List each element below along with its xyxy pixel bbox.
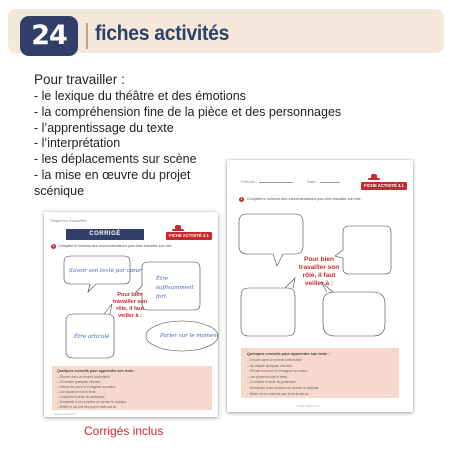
conseil-item: – Lire plusieurs fois le texte. [57,389,97,394]
header-band [8,9,444,53]
handwritten-answer: Parler sur le moment [160,333,220,339]
fiche-activite-badge: FICHE ACTIVITÉ 4.1 [166,232,212,240]
intro-item: - le lexique du théâtre et des émotions [34,89,246,103]
speech-bubble [241,278,295,336]
conseils-box [241,348,399,398]
conseil-item: – Fermer les yeux et s’imaginer sa scène. [57,384,116,389]
sheet-top-label: Séquence d’activités [50,218,87,223]
conseils-title: Quelques conseils pour apprendre son texte : [57,369,136,373]
intro-item: - l’interprétation [34,136,121,151]
date-label: Date : [307,179,318,184]
blank-sheet-preview [227,160,413,412]
conseil-item: – Mettre le ton une fois que le texte est su. [247,391,310,396]
corriges-caption: Corrigés inclus [84,424,164,438]
header-divider [86,23,88,49]
conseil-item: – S’isoler dans un endroit confortable. [57,374,111,379]
conseil-item: – Connaître le texte du partenaire. [247,380,298,385]
page-title: fiches activités [95,22,230,45]
intro-item: - la mise en œuvre du projet [34,167,191,182]
sheet-footer: Fiche activité 4.1 [297,404,320,408]
conseil-item: – Mettre le ton une fois que le texte est su. [57,404,118,409]
step-number: 1 [240,197,243,201]
conseils-title: Quelques conseils pour apprendre son texte : [247,352,330,356]
step-instruction: Complète le schéma des recommandations pour bien travailler son rôle. [58,244,173,248]
intro-item: - la compréhension fine de la pièce et des personnages [34,104,342,119]
speech-bubble [321,282,385,336]
intro-item: - l’apprentissage du texte [34,120,174,135]
step-instruction: Complète le schéma des recommandations pour bien travailler son rôle. [247,197,362,201]
corrige-sheet-preview [44,212,218,417]
conseil-item: – Demander à ses proches de donner la réplique. [57,399,127,404]
corrige-banner: CORRIGÉ [66,229,144,240]
conseil-item: – Connaître le texte du partenaire. [57,394,106,399]
conseils-box [52,366,212,410]
handwritten-answer: Savoir son texte par cœur [69,268,142,274]
name-label: Prénom : [241,179,258,184]
speech-bubble [66,304,114,358]
page-number-badge: 24 [20,16,78,56]
speech-bubble [64,256,130,292]
sheet-footer: Fiche activité 4.1 [54,412,77,416]
conseil-item: – Fermer les yeux et s’imaginer sa scène. [247,369,309,374]
conseil-item: – Se relaxer quelques minutes. [247,363,293,368]
conseils-list [247,358,393,397]
diagram-center-text: Pour bien travailler son rôle, il faut veiller à : [298,256,340,287]
conseil-item: – Se relaxer quelques minutes. [57,379,101,384]
conseils-list [57,375,207,410]
diagram-center-text: Pour bien travailler son rôle, il faut veiller à : [112,292,148,319]
handwritten-answer: Être articulé [74,334,110,340]
handwritten-answer: Être suffisamment fort [156,276,194,300]
fiche-activite-badge: FICHE ACTIVITÉ 4.1 [361,182,407,190]
speech-bubble [239,214,303,266]
step-number: 1 [52,244,55,248]
intro-item: scénique [34,183,85,198]
intro-item: - les déplacements sur scène [34,152,197,167]
conseil-item: – S’isoler dans un endroit confortable. [247,358,303,362]
speech-bubble [335,226,391,274]
intro-heading: Pour travailler : [34,72,125,87]
conseil-item: – Lire plusieurs fois le texte. [247,374,288,379]
conseil-item: – Demander à ses proches de donner la réplique. [247,385,320,390]
